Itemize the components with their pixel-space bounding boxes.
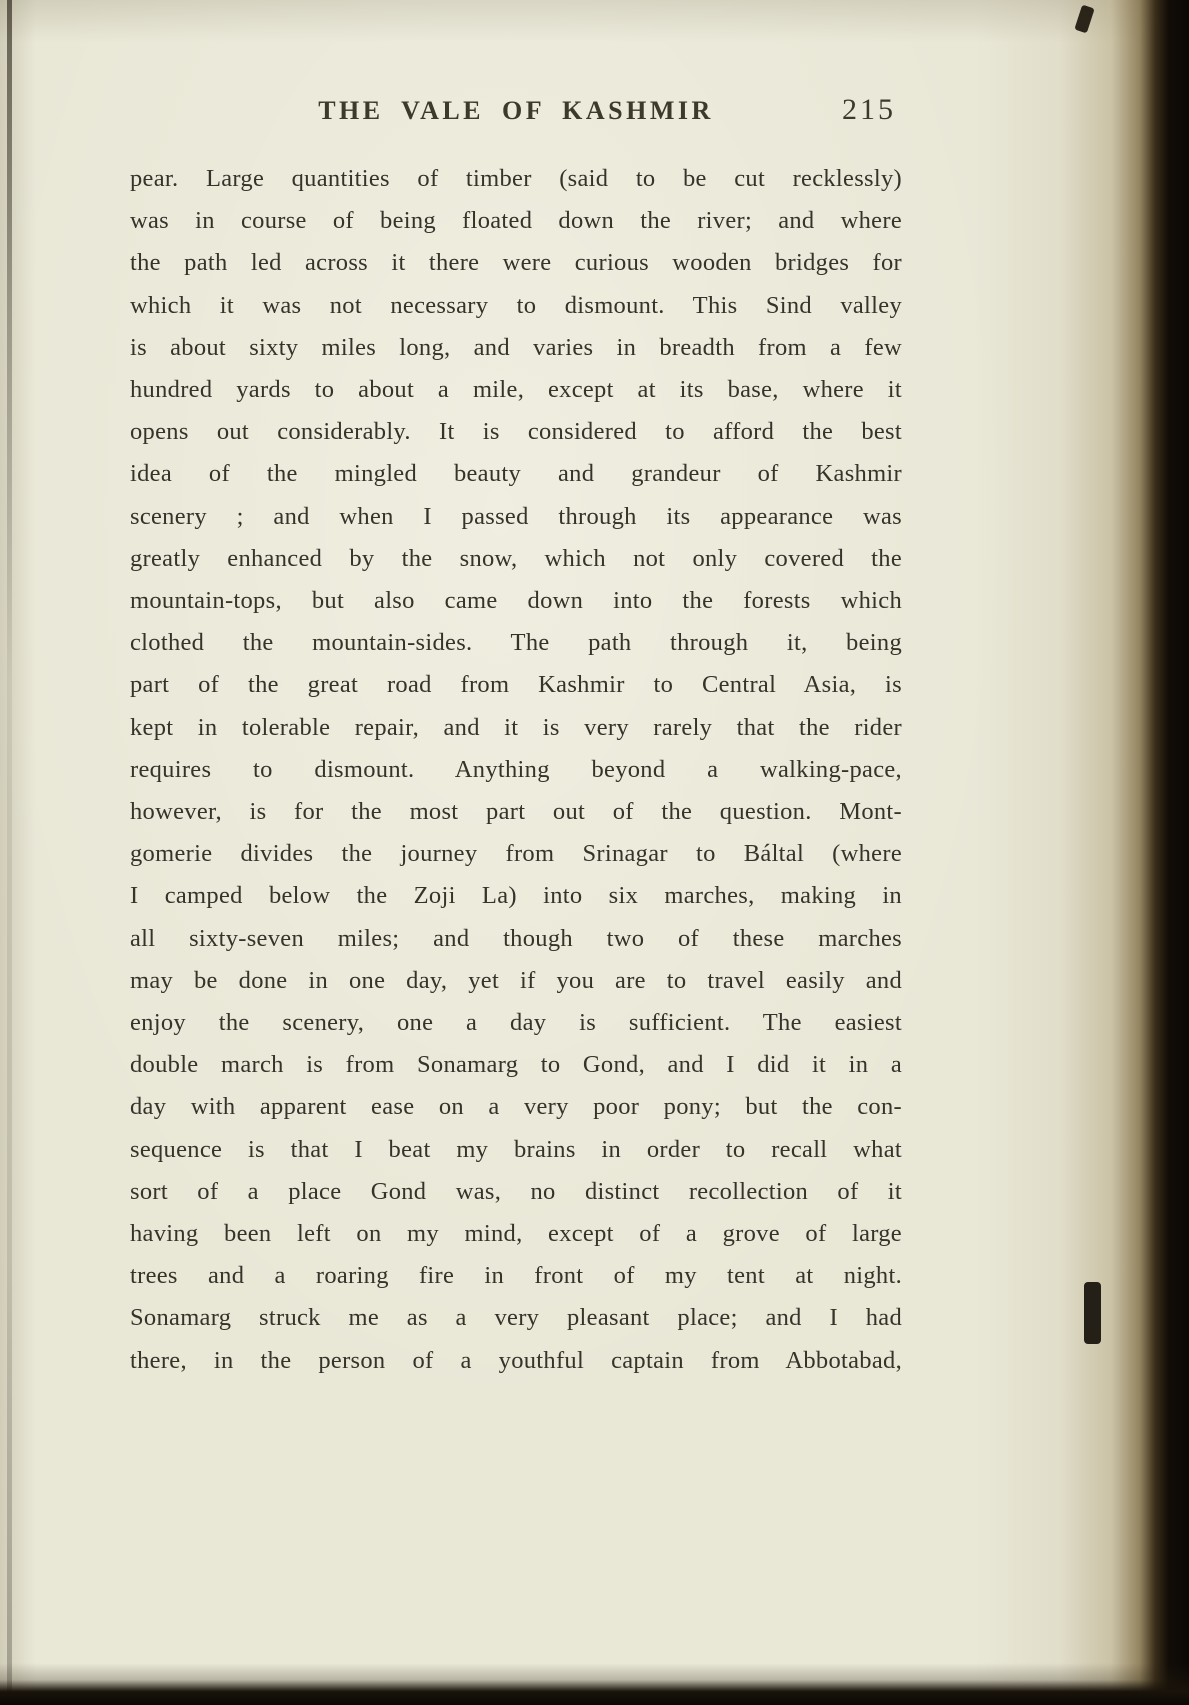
scan-edge-bottom (0, 1663, 1189, 1705)
page-header (130, 93, 902, 136)
text-line: however, is for the most part out of the question. Mont- (130, 798, 902, 826)
text-line: part of the great road from Kashmir to Central Asia, is (130, 671, 902, 699)
text-line: there, in the person of a youthful captain from Abbotabad, (130, 1346, 902, 1374)
text-line: pear. Large quantities of timber (said to be cut recklessly) (130, 165, 902, 192)
running-title: THE VALE OF KASHMIR (318, 96, 714, 125)
text-line: sequence is that I beat my brains in order to recall what (130, 1135, 902, 1163)
text-line: opens out considerably. It is considered to afford the best (130, 418, 902, 446)
text-line: may be done in one day, yet if you are to travel easily and (130, 966, 902, 994)
text-line: I camped below the Zoji La) into six marches, making in (130, 882, 902, 910)
text-line: mountain-tops, but also came down into the forests which (130, 587, 902, 615)
text-line: all sixty-seven miles; and though two of these marches (130, 924, 902, 952)
text-line: hundred yards to about a mile, except at its base, where it (130, 376, 902, 404)
text-line: double march is from Sonamarg to Gond, and I did it in a (130, 1051, 902, 1079)
text-line: was in course of being floated down the river; and where (130, 207, 902, 235)
text-line: the path led across it there were curious wooden bridges for (130, 249, 902, 277)
page-number: 215 (842, 93, 896, 126)
text-line: having been left on my mind, except of a grove of large (130, 1220, 902, 1248)
body-text (130, 158, 902, 1382)
text-line: kept in tolerable repair, and it is very rarely that the rider (130, 713, 902, 741)
text-line: clothed the mountain-sides. The path through it, being (130, 629, 902, 657)
text-line: day with apparent ease on a very poor pony; but the con- (130, 1093, 902, 1121)
text-line: gomerie divides the journey from Srinagar to Báltal (where (130, 840, 902, 868)
text-line: requires to dismount. Anything beyond a walking-pace, (130, 755, 902, 783)
scan-edge-right (1059, 0, 1189, 1705)
text-line: scenery ; and when I passed through its appearance was (130, 502, 902, 530)
text-line: enjoy the scenery, one a day is sufficient. The easiest (130, 1009, 902, 1037)
text-line: sort of a place Gond was, no distinct recollection of it (130, 1177, 902, 1205)
text-line: is about sixty miles long, and varies in breadth from a few (130, 333, 902, 361)
text-line: trees and a roaring fire in front of my tent at night. (130, 1262, 902, 1290)
scan-edge-left (7, 0, 12, 1705)
page-content (130, 93, 902, 1382)
text-line: which it was not necessary to dismount. This Sind valley (130, 291, 902, 319)
scan-mark-mid-right (1084, 1282, 1101, 1344)
text-line: greatly enhanced by the snow, which not only covered the (130, 544, 902, 572)
text-line: Sonamarg struck me as a very pleasant place; and I had (130, 1304, 902, 1332)
text-line: idea of the mingled beauty and grandeur of Kashmir (130, 460, 902, 488)
